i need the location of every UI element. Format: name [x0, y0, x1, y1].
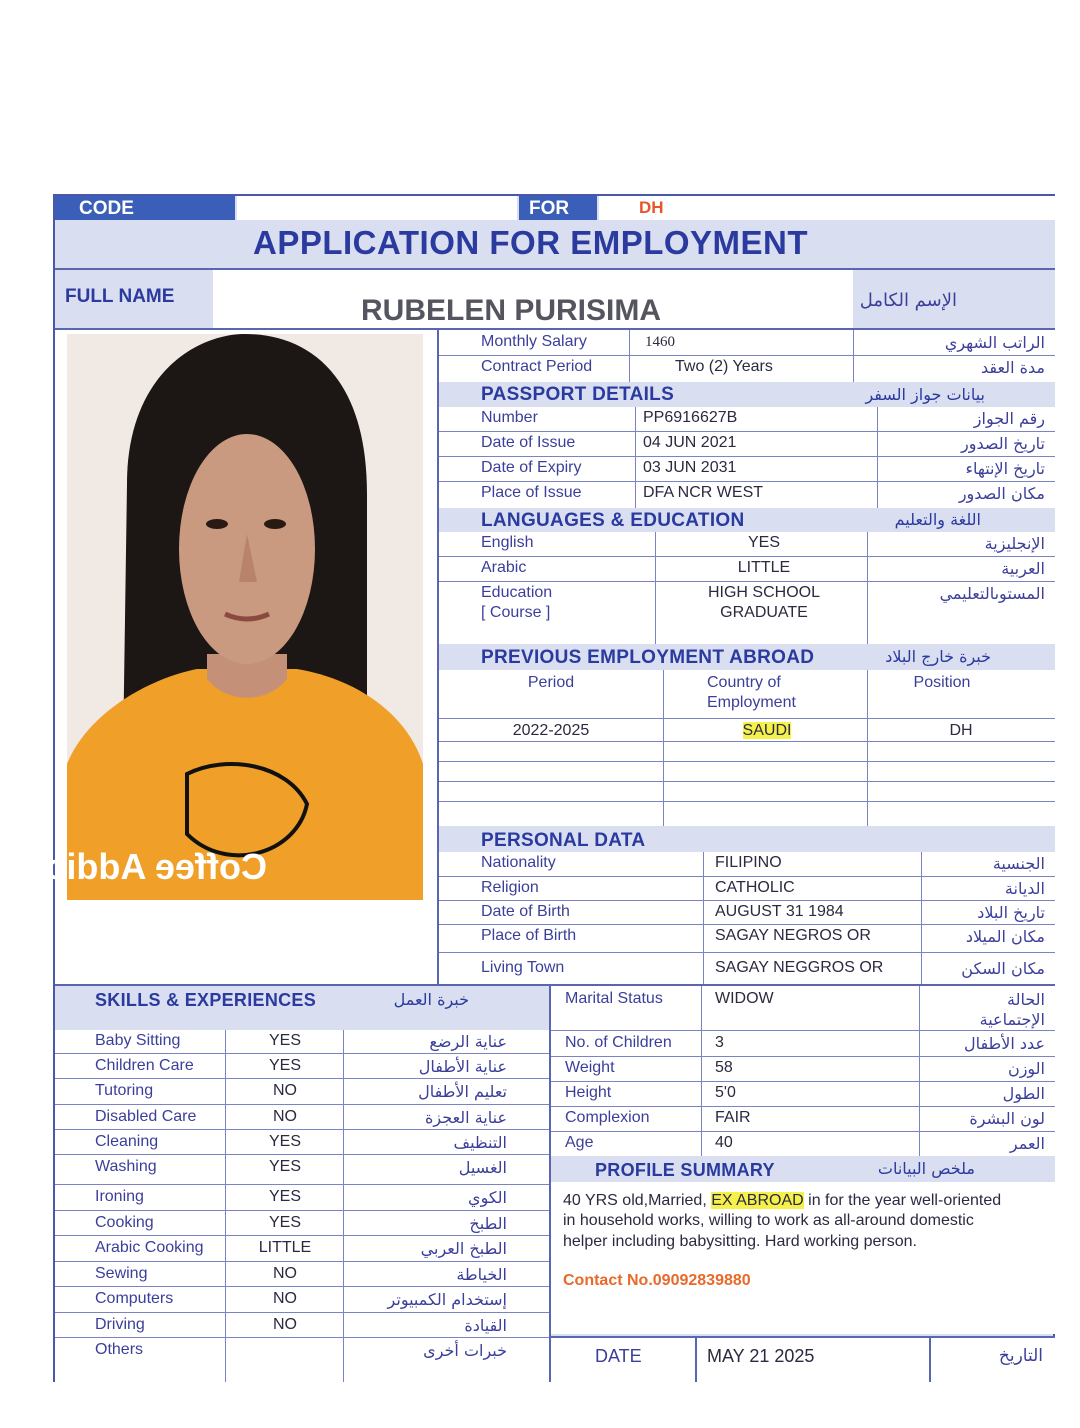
languages-header [439, 508, 1055, 532]
place-of-issue-label: Place of Issue [481, 484, 582, 501]
summary-text-1a: 40 YRS old,Married, [563, 1192, 712, 1209]
complexion-label: Complexion [565, 1109, 650, 1126]
skill-ar: تعليم الأطفال [418, 1082, 507, 1101]
title-band [55, 220, 1055, 268]
skill-label: Children Care [95, 1057, 194, 1074]
shirt-print: Coffee Addict [34, 846, 267, 887]
arabic-ar: العربية [1001, 559, 1045, 578]
skill-label: Computers [95, 1290, 174, 1307]
skill-ar: التنظيف [453, 1133, 507, 1152]
summary-title-ar: ملخص البيانات [877, 1159, 975, 1178]
summary-highlight: EX ABROAD [711, 1192, 804, 1209]
skill-label: Sewing [95, 1265, 148, 1282]
summary-header [551, 1156, 1055, 1182]
contract-period-ar: مدة العقد [981, 358, 1045, 377]
weight-label: Weight [565, 1059, 615, 1076]
monthly-salary-value: 1460 [645, 334, 675, 350]
skill-row [55, 1288, 549, 1313]
age-ar: العمر [1009, 1134, 1045, 1153]
prev-country-1 [665, 722, 869, 740]
col-period: Period [527, 674, 575, 691]
for-label: FOR [529, 198, 570, 219]
arabic-label: Arabic [481, 559, 527, 576]
date-of-issue-label: Date of Issue [481, 434, 576, 451]
skill-ar: الطبخ [469, 1214, 507, 1233]
age-label: Age [565, 1134, 594, 1151]
summary-title: PROFILE SUMMARY [595, 1160, 775, 1180]
skill-label: Baby Sitting [95, 1032, 181, 1049]
previous-title-ar: خبرة خارج البلاد [885, 647, 991, 666]
date-of-issue-ar: تاريخ الصدور [961, 434, 1045, 453]
skill-row [55, 1237, 549, 1262]
marital-status-ar-1: الحالة [1007, 990, 1045, 1009]
nationality-value: FILIPINO [715, 854, 782, 871]
marital-status-value: WIDOW [715, 990, 774, 1007]
skill-ar: الكوي [468, 1188, 507, 1207]
summary-text-1c: in for the year well-oriented [803, 1192, 1002, 1209]
prev-position-1: DH [949, 722, 973, 739]
skill-ar: إستخدام الكمبيوتر [387, 1290, 507, 1309]
living-town-ar: مكان السكن [961, 959, 1045, 978]
skill-row [55, 1314, 549, 1339]
col-country-2: Employment [707, 694, 796, 711]
contact-number: Contact No.09092839880 [563, 1272, 751, 1289]
skill-label: Ironing [95, 1188, 144, 1205]
skills-header [55, 986, 549, 1030]
passport-number-label: Number [481, 409, 538, 426]
languages-block [439, 532, 1055, 644]
height-ar: الطول [1002, 1084, 1045, 1103]
col-country-1: Country of [707, 674, 781, 691]
summary-line-2: in household works, willing to work as all-around domestic [563, 1212, 974, 1229]
personal-block [439, 852, 1055, 984]
education-label: Education [481, 584, 553, 601]
height-value: 5'0 [715, 1084, 736, 1101]
skill-label: Disabled Care [95, 1108, 197, 1125]
dob-value: AUGUST 31 1984 [715, 903, 844, 920]
for-label-cell [519, 196, 597, 220]
skill-label: Arabic Cooking [95, 1239, 204, 1256]
skill-value: NO [273, 1082, 297, 1099]
full-name-value: RUBELEN PURISIMA [361, 294, 662, 327]
pob-label: Place of Birth [481, 927, 577, 944]
full-name-field[interactable] [213, 270, 853, 328]
children-ar: عدد الأطفال [963, 1034, 1045, 1053]
nationality-label: Nationality [481, 854, 556, 871]
skill-row [55, 1156, 549, 1181]
skill-value: LITTLE [258, 1239, 312, 1256]
monthly-salary-label: Monthly Salary [481, 333, 587, 350]
passport-number-ar: رقم الجواز [973, 409, 1045, 428]
date-value: MAY 21 2025 [707, 1346, 815, 1366]
children-label: No. of Children [565, 1034, 672, 1051]
skills-title: SKILLS & EXPERIENCES [95, 990, 317, 1010]
date-of-expiry-ar: تاريخ الإنتهاء [965, 459, 1045, 478]
contract-period-label: Contract Period [481, 358, 593, 375]
education-value-2: GRADUATE [720, 604, 808, 621]
passport-block [439, 407, 1055, 508]
course-label: [ Course ] [481, 604, 551, 621]
weight-ar: الوزن [1007, 1059, 1045, 1078]
skill-value: YES [268, 1158, 301, 1175]
complexion-ar: لون البشرة [969, 1109, 1045, 1128]
for-value-field[interactable] [599, 196, 1055, 220]
skill-ar: الغسيل [458, 1158, 507, 1177]
monthly-salary-ar: الراتب الشهري [944, 333, 1045, 352]
date-ar: التاريخ [998, 1346, 1043, 1366]
children-value: 3 [715, 1034, 724, 1051]
date-of-issue-value: 04 JUN 2021 [643, 434, 737, 451]
skills-title-ar: خبرة العمل [393, 990, 469, 1009]
skill-row [55, 1106, 549, 1131]
skill-ar: عناية العجزة [425, 1108, 507, 1127]
code-value-field[interactable] [237, 196, 517, 220]
skill-row [55, 1339, 549, 1364]
code-label-cell [55, 196, 235, 220]
previous-header [439, 644, 1055, 670]
english-ar: الإنجليزية [984, 534, 1045, 553]
skill-label: Cleaning [95, 1133, 159, 1150]
religion-value: CATHOLIC [715, 879, 795, 896]
date-row [551, 1336, 1055, 1382]
skill-value: YES [268, 1032, 301, 1049]
pob-ar: مكان الميلاد [965, 927, 1045, 946]
personal-header [439, 826, 1055, 852]
page-title: APPLICATION FOR EMPLOYMENT [253, 224, 809, 261]
date-of-expiry-value: 03 JUN 2031 [643, 459, 737, 476]
previous-table [439, 670, 1055, 826]
skill-row [55, 1186, 549, 1211]
contract-period-value: Two (2) Years [675, 358, 773, 375]
living-town-label: Living Town [481, 959, 565, 976]
col-position: Position [913, 674, 971, 691]
summary-line-1 [563, 1192, 1001, 1210]
skill-ar: عناية الأطفال [418, 1057, 507, 1076]
religion-label: Religion [481, 879, 539, 896]
skill-ar: الطبخ العربي [420, 1239, 507, 1258]
languages-title: LANGUAGES & EDUCATION [481, 510, 745, 531]
passport-title-ar: بيانات جواز السفر [865, 385, 985, 404]
skill-label: Washing [95, 1158, 157, 1175]
marital-status-label: Marital Status [565, 990, 663, 1007]
skills-table [55, 1030, 549, 1382]
code-label: CODE [79, 198, 134, 219]
passport-title: PASSPORT DETAILS [481, 384, 675, 405]
english-label: English [481, 534, 534, 551]
summary-line-3: helper including babysitting. Hard working person. [563, 1233, 917, 1250]
skill-label: Others [95, 1341, 144, 1358]
full-name-ar: الإسم الكامل [859, 290, 957, 311]
date-label: DATE [595, 1346, 642, 1366]
height-label: Height [565, 1084, 612, 1101]
skill-row [55, 1080, 549, 1105]
employment-form [34, 194, 1055, 1382]
languages-title-ar: اللغة والتعليم [894, 510, 981, 529]
complexion-value: FAIR [715, 1109, 751, 1126]
place-of-issue-ar: مكان الصدور [958, 484, 1045, 503]
pob-value: SAGAY NEGROS OR [715, 927, 871, 944]
living-town-value: SAGAY NEGGROS OR [715, 959, 884, 976]
previous-title: PREVIOUS EMPLOYMENT ABROAD [481, 647, 815, 668]
nationality-ar: الجنسية [992, 854, 1045, 873]
skill-label: Cooking [95, 1214, 154, 1231]
skill-label: Tutoring [95, 1082, 154, 1099]
education-ar: المستوىالتعليمي [939, 584, 1045, 603]
skill-ar: خبرات أخرى [423, 1341, 507, 1360]
passport-number-value: PP6916627B [643, 409, 738, 426]
skill-row [55, 1030, 549, 1055]
passport-header [439, 382, 1055, 407]
skill-row [55, 1055, 549, 1080]
skill-value: YES [268, 1214, 301, 1231]
marital-status-ar-2: الإجتماعية [979, 1010, 1045, 1029]
prev-period-1: 2022-2025 [512, 722, 590, 739]
place-of-issue-value: DFA NCR WEST [643, 484, 764, 501]
contract-block [439, 330, 1055, 382]
applicant-photo-svg [34, 334, 423, 900]
prev-country-highlight: SAUDI [742, 722, 792, 739]
full-name-ar-cell [855, 270, 1055, 328]
skill-label: Driving [95, 1316, 145, 1333]
skill-row [55, 1131, 549, 1156]
skill-value: NO [273, 1265, 297, 1282]
dob-ar: تاريخ البلاد [977, 903, 1045, 922]
weight-value: 58 [715, 1059, 733, 1076]
skill-row [55, 1212, 549, 1237]
skill-ar: القيادة [464, 1316, 507, 1335]
skill-value: YES [268, 1133, 301, 1150]
skill-value: YES [268, 1188, 301, 1205]
age-value: 40 [715, 1134, 733, 1151]
date-of-expiry-label: Date of Expiry [481, 459, 582, 476]
skill-value: NO [273, 1290, 297, 1307]
arabic-value: LITTLE [737, 559, 791, 576]
education-value-1: HIGH SCHOOL [707, 584, 820, 601]
full-name-label-cell [55, 270, 211, 328]
personal-title: PERSONAL DATA [481, 830, 646, 851]
for-value: DH [639, 198, 664, 217]
skill-value: YES [268, 1057, 301, 1074]
personal-block-2 [551, 986, 1055, 1156]
skill-ar: الخياطة [456, 1265, 507, 1284]
skill-value: NO [273, 1108, 297, 1125]
english-value: YES [747, 534, 780, 551]
skill-value: NO [273, 1316, 297, 1333]
religion-ar: الديانة [1004, 879, 1045, 898]
applicant-photo [34, 334, 423, 900]
dob-label: Date of Birth [481, 903, 570, 920]
skill-row [55, 1263, 549, 1288]
skill-ar: عناية الرضع [429, 1032, 507, 1051]
summary-block [551, 1182, 1055, 1334]
full-name-label: FULL NAME [65, 286, 175, 307]
